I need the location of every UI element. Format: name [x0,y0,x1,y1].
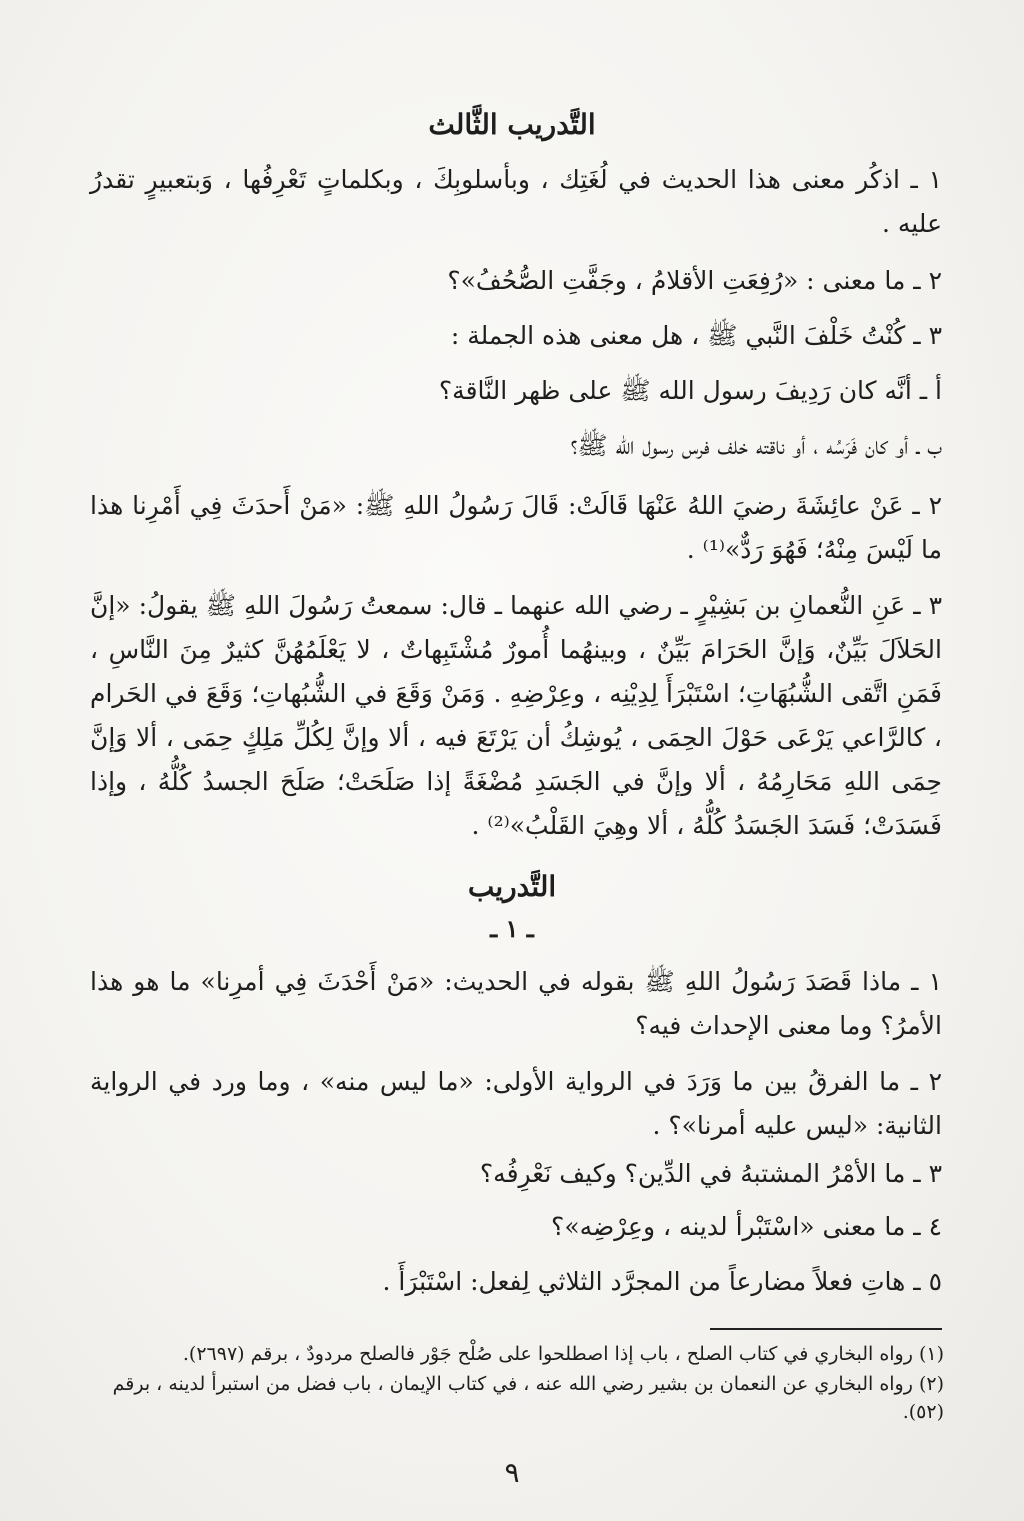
exercise-item-3: ٣ ـ كُنْتُ خَلْفَ النَّبي ﷺ ، هل معنى هذه الجملة : [450,321,942,350]
section-subtitle-number: ـ ١ ـ [490,914,534,943]
footnote-separator [710,1328,942,1330]
footnote-1: (١) رواه البخاري في كتاب الصلح ، باب إذا اصطلحوا على صُلْح جَوْر فالصلح مردودٌ ، برقم (٢٦٩٧). [182,1343,944,1365]
exercise-item-2: ٢ ـ ما معنى : «رُفِعَتِ الأقلامُ ، وجَفَّتِ الصُّحُفُ»؟ [447,266,942,295]
question-4: ٤ ـ ما معنى «اسْتَبْرأ لدينه ، وعِرْضِه»؟ [551,1212,942,1241]
exercise-item-1: ١ ـ اذكُر معنى هذا الحديث في لُغَتِك ، وبأسلوبِكَ ، وبكلماتٍ تَعْرِفُها ، وَبتعبيرٍ تقدرُ عليه . [90,165,942,238]
page-number: ٩ [504,1456,520,1489]
section-title-third-exercise: التَّدريب الثَّالث [428,108,596,141]
question-2: ٢ ـ ما الفرقُ بين ما وَرَدَ في الرواية الأولى: «ما ليس منه» ، وما ورد في الرواية الثانية: «ليس عليه أمرنا»؟ . [90,1067,942,1140]
question-5: ٥ ـ هاتِ فعلاً مضارعاً من المجرَّد الثلاثي لِفعل: اسْتَبْرَأَ . [382,1267,942,1296]
question-1: ١ ـ ماذا قَصَدَ رَسُولُ اللهِ ﷺ بقوله في الحديث: «مَنْ أَحْدَثَ فِي أمرِنا» ما هو هذا الأمرُ؟ وما معنى الإحداث فيه؟ [90,967,942,1040]
hadith-aisha: ٢ ـ عَنْ عائِشَةَ رضيَ اللهُ عَنْهَا قَالَتْ: قَالَ رَسُولُ اللهِ ﷺ: «مَنْ أَحدَثَ فِي أَمْرِنا هذا ما لَيْسَ مِنْهُ؛ فَهُوَ رَدٌّ»⁽¹⁾ . [90,491,942,564]
question-3: ٣ ـ ما الأمْرُ المشتبهُ في الدِّين؟ وكيف نَعْرِفُه؟ [479,1159,942,1188]
section-title-exercise: التَّدريب [467,870,557,903]
hadith-numan: ٣ ـ عَنِ النُّعمانِ بن بَشِيْرٍ ـ رضي الله عنهما ـ قال: سمعتُ رَسُولَ اللهِ ﷺ يقولُ: «إنَّ الحَلاَلَ بَيِّنٌ، وَإنَّ الحَرَامَ بَيِّنٌ ، وبينهُما أُمورٌ مُشْتَبِهاتٌ ، لا يَعْلَمُهُنَّ كثيرٌ مِنَ النَّاسِ ، فَمَنِ اتَّقى الشُّبُهَاتِ؛ اسْتَبْرَأَ لِدِيْنِه ، وعِرْضِهِ . وَمَنْ وَقَعَ في الشُّبُهاتِ؛ وَقَعَ في الحَرام ، كالرَّاعي يَرْعَى حَوْلَ الحِمَى ، يُوشِكُ أن يَرْتَعَ فيه ، ألا وإنَّ لِكُلِّ مَلِكٍ حِمَى ، ألا وَإنَّ حِمَى اللهِ مَحَارِمُهُ ، ألا وإنَّ في الجَسَدِ مُضْغَةً إذا صَلَحَتْ؛ صَلَحَ الجسدُ كُلُّهُ ، وإذا فَسَدَتْ؛ فَسَدَ الجَسَدُ كُلُّهُ ، ألا وهِيَ القَلْبُ»⁽²⁾ . [90,591,942,840]
exercise-item-3a: أ ـ أنَّه كان رَدِيفَ رسول الله ﷺ على ظهر النَّاقة؟ [438,376,942,405]
exercise-item-3b: ب ـ أو كان فَرَسُه ، أو ناقته خلف فرس رسول الله ﷺ؟ [570,431,942,460]
footnote-2: (٢) رواه البخاري عن النعمان بن بشير رضي الله عنه ، في كتاب الإيمان ، باب فضل من استبرأ لدينه ، برقم (٥٢). [112,1373,944,1423]
